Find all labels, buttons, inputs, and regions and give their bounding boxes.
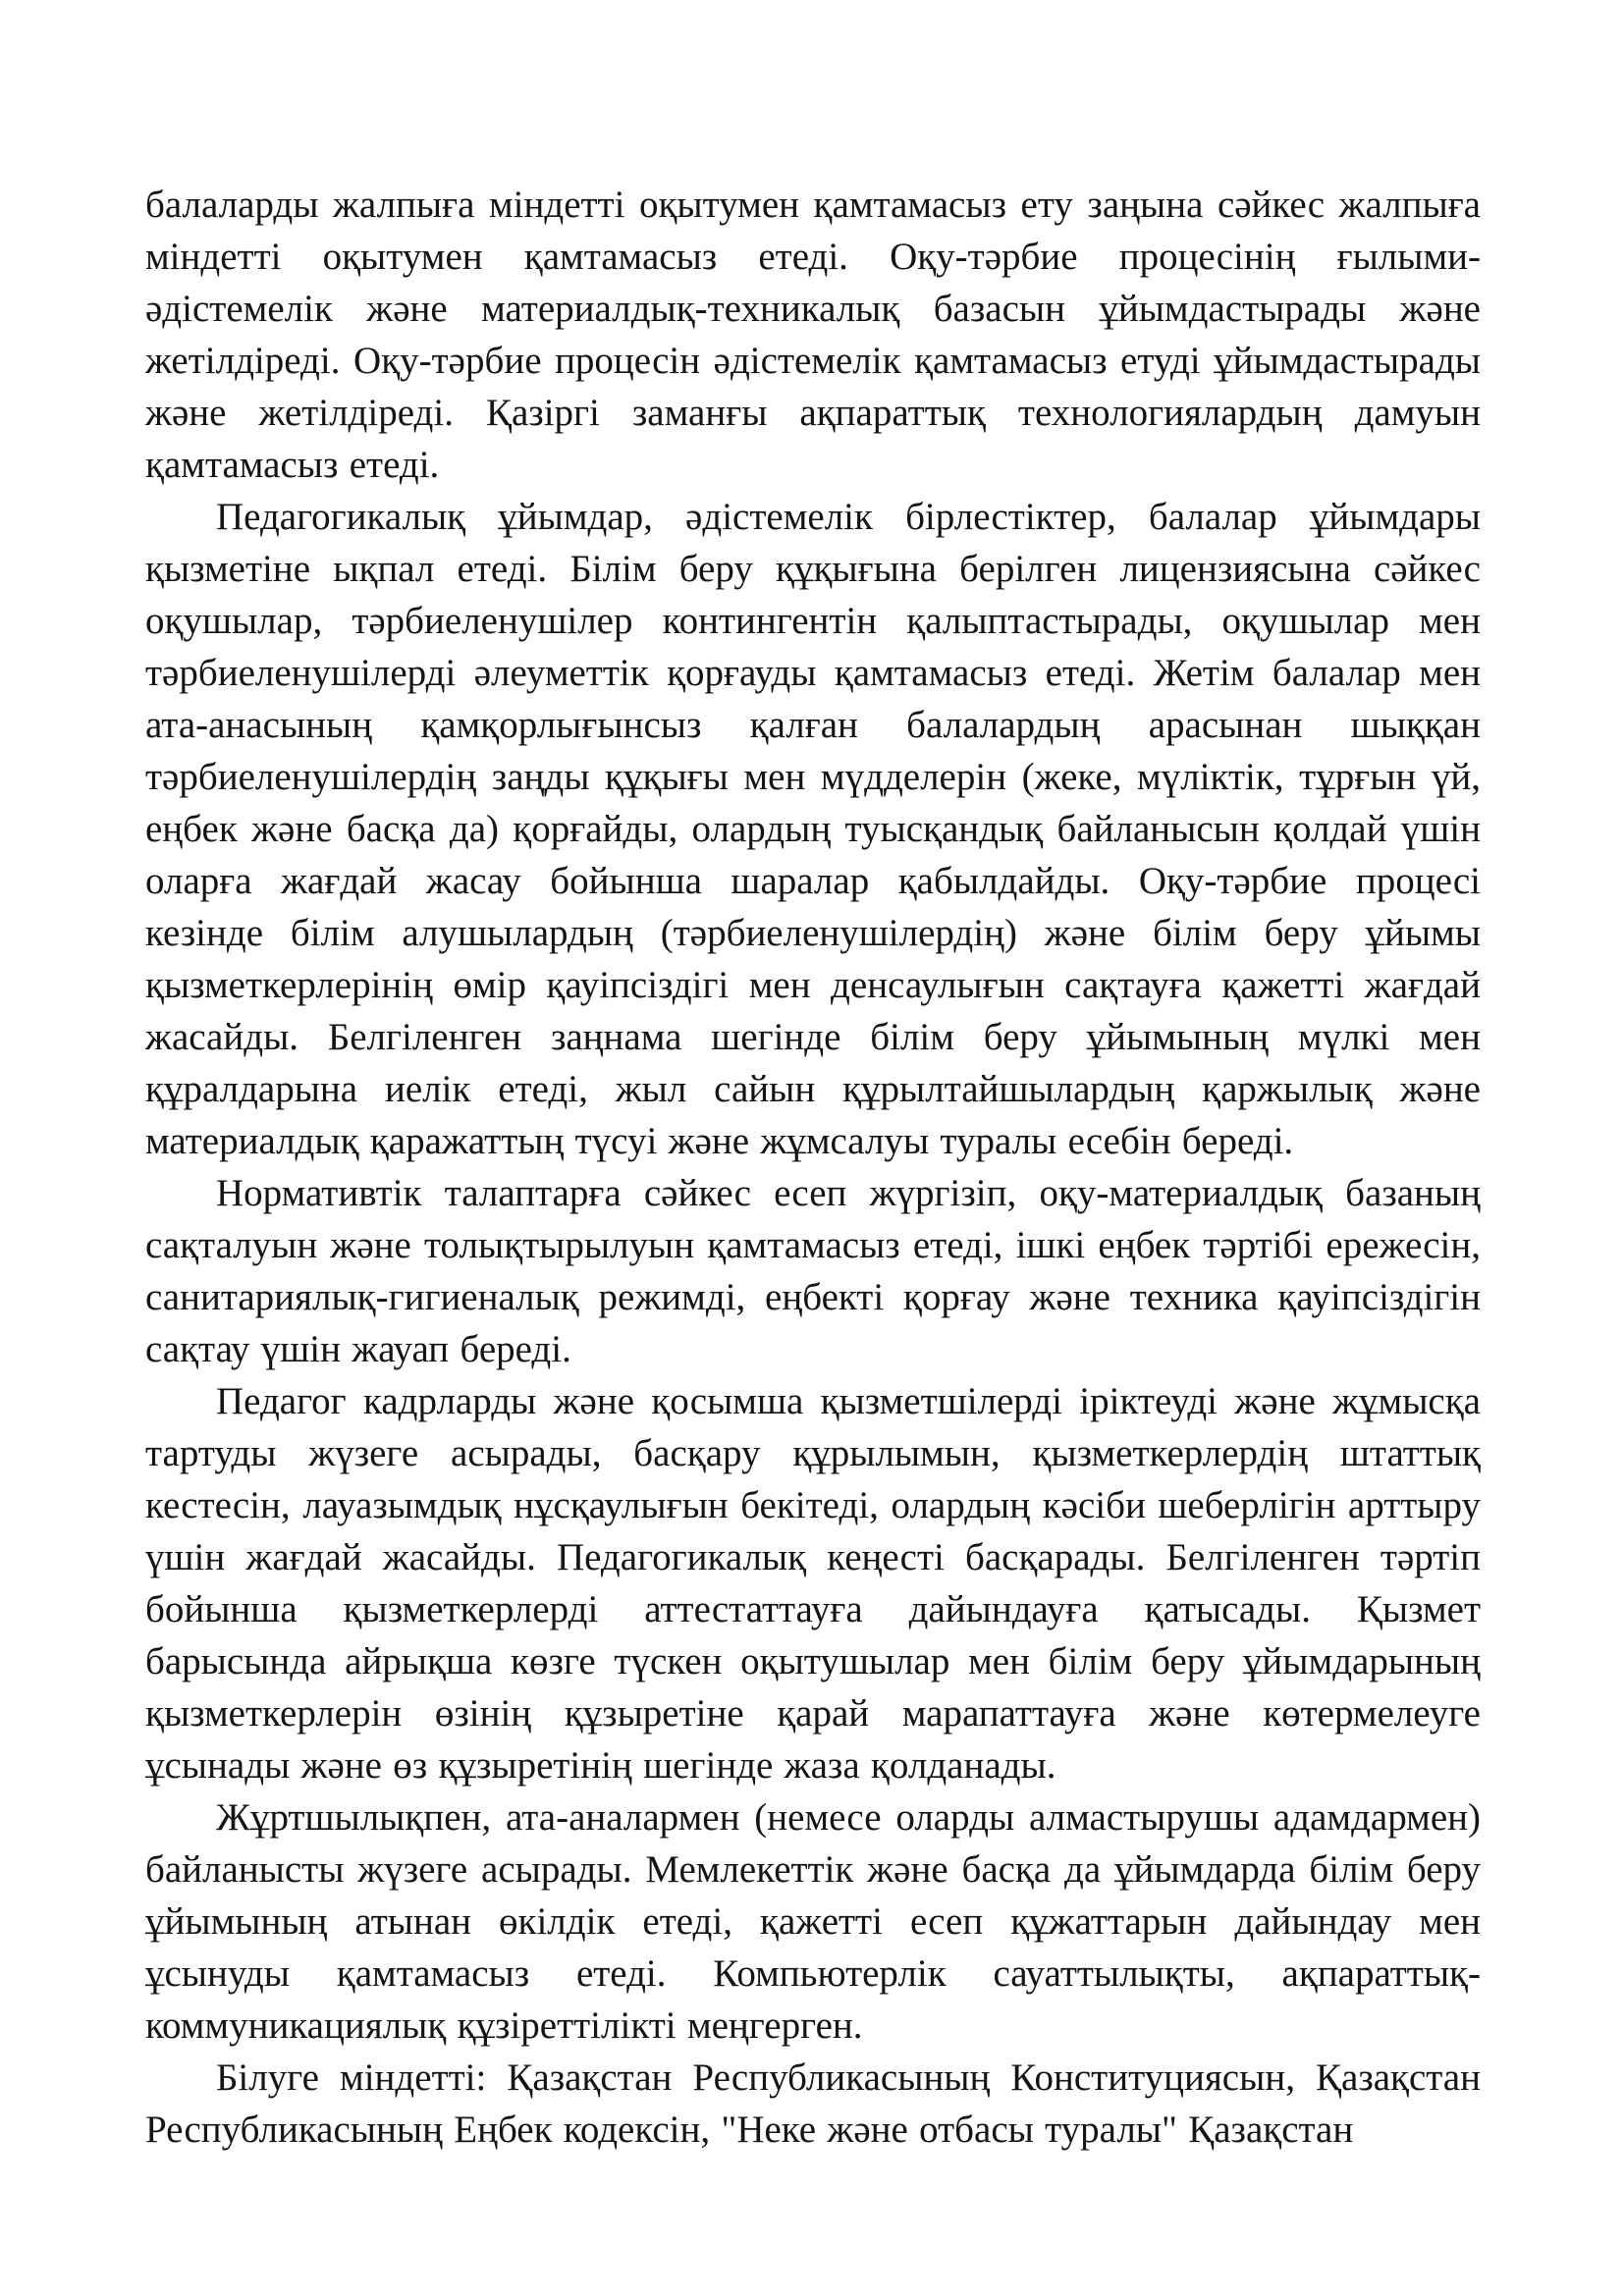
paragraph: балаларды жалпыға міндетті оқытумен қамтамасыз ету заңына сәйкес жалпыға міндетті оқытумен қамтамасыз етеді. Оқу-тәрбие процесінің ғылыми-әдістемелік және материалдық-техникалық базасын ұйымдастырады және жетілдіреді. Оқу-тәрбие процесін әдістемелік қамтамасыз етуді ұйымдастырады және жетілдіреді. Қазіргі заманғы ақпараттық технологиялардың дамуын қамтамасыз етеді.: [145, 184, 1481, 486]
paragraph: Педагогикалық ұйымдар, әдістемелік бірлестіктер, балалар ұйымдары қызметіне ықпал етеді. Білім беру құқығына берілген лицензиясына сәйкес оқушылар, тәрбиеленушілер контингентін қалыптастырады, оқушылар мен тәрбиеленушілерді әлеуметтік қорғауды қамтамасыз етеді. Жетім балалар мен ата-анасының қамқорлығынсыз қалған балалардың арасынан шыққан тәрбиеленушілердің заңды құқығы мен мүдделерін (жеке, мүліктік, тұрғын үй, еңбек және басқа да) қорғайды, олардың туысқандық байланысын қолдай үшін оларға жағдай жасау бойынша шаралар қабылдайды. Оқу-тәрбие процесі кезінде білім алушылардың (тәрбиеленушілердің) және білім беру ұйымы қызметкерлерінің өмір қауіпсіздігі мен денсаулығын сақтауға қажетті жағдай жасайды. Белгіленген заңнама шегінде білім беру ұйымының мүлкі мен құралдарына иелік етеді, жыл сайын құрылтайшылардың қаржылық және материалдық қаражаттың түсуі және жұмсалуы туралы есебін береді.: [145, 496, 1481, 1162]
paragraph: Нормативтік талаптарға сәйкес есеп жүргізіп, оқу-материалдық базаның сақталуын және толықтырылуын қамтамасыз етеді, ішкі еңбек тәртібі ережесін, санитариялық-гигиеналық режимді, еңбекті қорғау және техника қауіпсіздігін сақтау үшін жауап береді.: [145, 1172, 1481, 1370]
paragraph: Жұртшылықпен, ата-аналармен (немесе оларды алмастырушы адамдармен) байланысты жүзеге асырады. Мемлекеттік және басқа да ұйымдарда білім беру ұйымының атынан өкілдік етеді, қажетті есеп құжаттарын дайындау мен ұсынуды қамтамасыз етеді. Компьютерлік сауаттылықты, ақпараттық-коммуникациялық құзіреттілікті меңгерген.: [145, 1796, 1481, 2047]
paragraph: Білуге міндетті: Қазақстан Республикасының Конституциясын, Қазақстан Республикасының Еңбек кодексін, "Неке және отбасы туралы" Қазақстан: [145, 2056, 1481, 2151]
paragraph: Педагог кадрларды және қосымша қызметшілерді іріктеуді және жұмысқа тартуды жүзеге асырады, басқару құрылымын, қызметкерлердің штаттық кестесін, лауазымдық нұсқаулығын бекітеді, олардың кәсіби шеберлігін арттыру үшін жағдай жасайды. Педагогикалық кеңесті басқарады. Белгіленген тәртіп бойынша қызметкерлерді аттестаттауға дайындауға қатысады. Қызмет барысында айрықша көзге түскен оқытушылар мен білім беру ұйымдарының қызметкерлерін өзінің құзыретіне қарай марапаттауға және көтермелеуге ұсынады және өз құзыретінің шегінде жаза қолданады.: [145, 1380, 1481, 1787]
document-text-block: [145, 179, 1481, 2156]
